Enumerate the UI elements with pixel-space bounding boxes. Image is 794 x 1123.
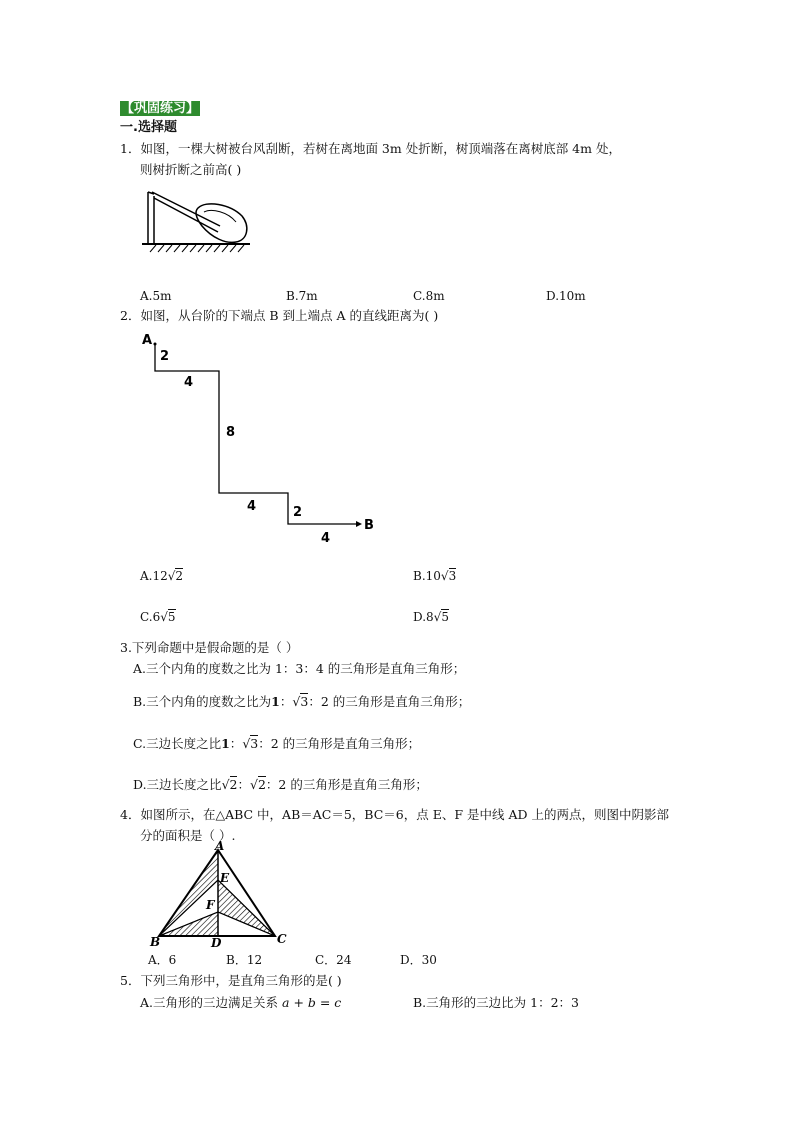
q2-option-a: A.12√2	[140, 569, 184, 583]
q2-point-a: A	[142, 333, 153, 348]
q4-triangle-figure	[145, 840, 295, 952]
q4-label-f: F	[206, 898, 215, 912]
q3-option-c: C.三边长度之比1：√3：2 的三角形是直角三角形；	[133, 736, 421, 751]
q2-label-0: 2	[160, 349, 170, 364]
q3-text: 3.下列命题中是假命题的是（ ）	[120, 640, 299, 655]
q2-staircase-figure	[130, 330, 380, 550]
q2-label-4: 2	[293, 505, 303, 520]
q1-option-d: D.10m	[546, 289, 586, 303]
q2-label-2: 8	[226, 425, 236, 440]
q2-label-5: 4	[321, 531, 331, 546]
q5-option-b: B.三角形的三边比为 1：2：3	[413, 995, 579, 1010]
q2-point-b: B	[364, 518, 374, 533]
section-title: 【巩固练习】	[121, 101, 200, 116]
q1-text-line1: 1．如图，一棵大树被台风刮断，若树在离地面 3m 处折断，树顶端落在离树底部 4m 处，	[120, 141, 621, 156]
q3-option-d: D.三边长度之比√2：√2：2 的三角形是直角三角形；	[133, 777, 428, 792]
q2-option-b: B.10√3	[413, 569, 457, 583]
q1-text-line2: 则树折断之前高( )	[140, 162, 242, 177]
q2-label-1: 4	[184, 375, 194, 390]
q5-text: 5．下列三角形中，是直角三角形的是( )	[120, 973, 342, 988]
q1-option-a: A.5m	[140, 289, 172, 303]
q2-option-d: D.8√5	[413, 610, 449, 624]
q4-label-a: A	[215, 839, 225, 853]
q3-option-b: B.三个内角的度数之比为1：√3：2 的三角形是直角三角形；	[133, 694, 471, 709]
q4-label-e: E	[220, 871, 230, 885]
q1-option-c: C.8m	[413, 289, 445, 303]
q2-option-c: C.6√5	[140, 610, 176, 624]
q4-option-b: B．12	[226, 953, 263, 967]
q4-option-d: D．30	[400, 953, 437, 967]
q5-option-a: A.三角形的三边满足关系 a + b = c	[140, 995, 342, 1010]
q4-option-c: C．24	[315, 953, 352, 967]
q4-label-c: C	[277, 932, 287, 946]
q1-option-b: B.7m	[286, 289, 318, 303]
q3-option-a: A.三个内角的度数之比为 1：3：4 的三角形是直角三角形；	[133, 661, 466, 676]
q4-option-a: A．6	[148, 953, 177, 967]
section-subtitle: 一.选择题	[120, 120, 177, 135]
q4-text-line2: 分的面积是（ ）.	[140, 828, 236, 843]
q4-label-b: B	[150, 935, 161, 949]
q2-label-3: 4	[247, 499, 257, 514]
q4-text-line1: 4．如图所示，在△ABC 中，AB＝AC＝5，BC＝6，点 E、F 是中线 AD 上的两点，则图中阴影部	[120, 807, 669, 822]
q1-tree-figure	[140, 186, 255, 254]
q4-label-d: D	[211, 936, 222, 950]
q2-text: 2．如图，从台阶的下端点 B 到上端点 A 的直线距离为( )	[120, 308, 439, 323]
